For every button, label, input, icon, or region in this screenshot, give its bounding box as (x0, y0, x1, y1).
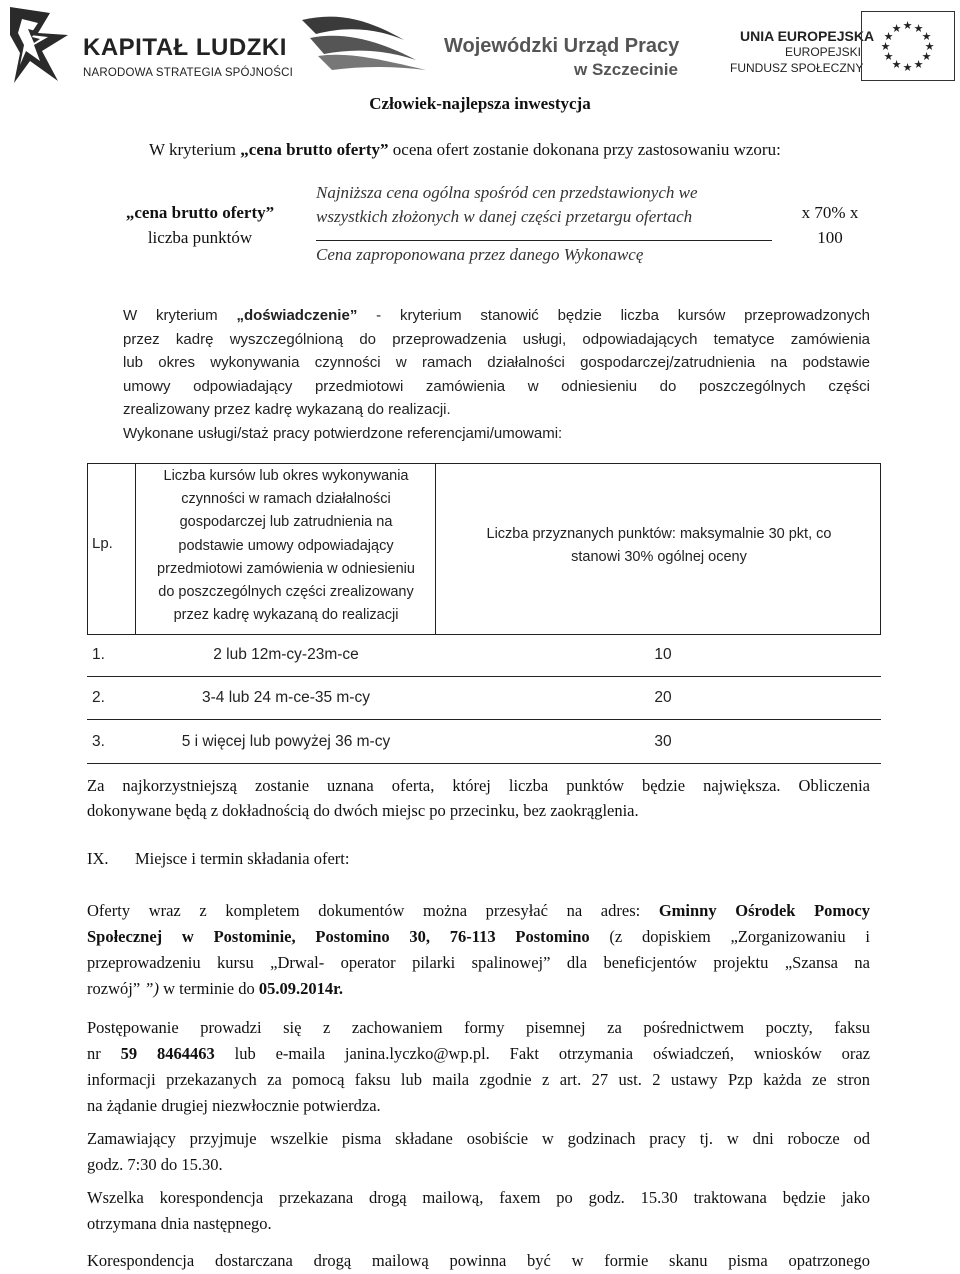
table-row-separator (87, 676, 881, 677)
email-note-l1: Korespondencja dostarczana drogą mailową powinna być w formie skanu pisma opatrzonego (87, 1251, 870, 1270)
formula-left-bold: „cena brutto oferty” (125, 203, 275, 222)
offers-l2-bold: Społecznej w Postominie, Postomino 30, 76-113 Postomino (87, 927, 590, 946)
row-lp: 1. (92, 646, 105, 663)
svg-text:★: ★ (902, 19, 913, 32)
hours-l1: Zamawiający przyjmuje wszelkie pisma składane osobiście w godzinach pracy tj. w dni robocze od (87, 1129, 870, 1148)
header-count-line: przez kadrę wykazaną do realizacji (173, 607, 399, 624)
formula-left-sub: liczba punktów (147, 228, 253, 247)
offers-deadline: 05.09.2014r. (258, 979, 344, 998)
procedure-l2-rest: lub e-maila janina.lyczko@wp.pl. Fakt otrzymania oświadczeń, wniosków oraz (214, 1044, 871, 1063)
table-row-separator (87, 763, 881, 764)
section-ix-title: Miejsce i termin składania ofert: (135, 849, 350, 868)
svg-text:★: ★ (913, 22, 924, 35)
hours-paragraph (87, 1126, 870, 1178)
svg-text:★: ★ (913, 58, 924, 71)
header-count (137, 465, 435, 627)
header-count-line: czynności w ramach działalności (181, 491, 391, 508)
formula-numerator (316, 181, 776, 229)
experience-criterion (123, 304, 870, 446)
fax-number: 59 8464463 (120, 1044, 215, 1063)
eu-stars-icon (862, 12, 953, 79)
exp-line5: zrealizowany przez kadrę wykazaną do realizacji. (123, 401, 451, 419)
offers-l1-prefix: Oferty wraz z kompletem dokumentów można przesyłać na adres: (87, 901, 659, 920)
kapital-ludzki-subtitle: NARODOWA STRATEGIA SPÓJNOŚCI (83, 67, 294, 79)
numerator-line2: wszystkich złożonych w danej części przetargu ofertach (316, 207, 693, 226)
offers-l4-mid: w terminie do (158, 979, 259, 998)
exp-line3: lub okres wykonywania czynności w ramach działalności gospodarczej/zatrudnienia na podstawie (123, 354, 870, 372)
best-offer-paragraph (87, 773, 870, 823)
table-row-separator (87, 719, 881, 720)
svg-text:★: ★ (902, 61, 913, 74)
row-range: 3-4 lub 24 m-ce-35 m-cy (202, 689, 370, 706)
row-points: 10 (654, 646, 672, 663)
intro-prefix: W kryterium (149, 140, 241, 159)
kapital-ludzki-logo (8, 5, 74, 85)
offers-l1-bold: Gminny Ośrodek Pomocy (658, 901, 870, 920)
table-divider-1 (135, 463, 136, 634)
procedure-l3: informacji przekazanych za pomocą faksu lub maila zgodnie z art. 27 ust. 2 ustawy Pzp każda ze stron (87, 1070, 870, 1089)
procedure-l2-prefix: nr (87, 1044, 121, 1063)
procedure-l4: na żądanie drugiej niezwłocznie potwierdza. (87, 1096, 381, 1115)
late-l1: Wszelka korespondencja przekazana drogą mailową, faxem po godz. 15.30 traktowana będzie jako (87, 1188, 870, 1207)
header-points-line2: stanowi 30% ogólnej oceny (571, 549, 747, 565)
eu-fund-line2: FUNDUSZ SPOŁECZNY (730, 61, 864, 75)
exp-bold: „doświadczenie” (236, 307, 358, 324)
header-count-line: przedmiotowi zamówienia w odniesieniu (157, 560, 415, 577)
exp-line1-rest: - kryterium stanowić będzie liczba kursów przeprowadzonych (357, 307, 870, 324)
best-offer-line2: dokonywane będą z dokładnością do dwóch miejsc po przecinku, bez zaokrąglenia. (87, 801, 639, 820)
wup-title: Wojewódzki Urząd Pracy (444, 35, 680, 57)
formula-denominator: Cena zaproponowana przez danego Wykonawcę (316, 245, 644, 264)
formula-right (775, 200, 885, 250)
table-divider-2 (435, 463, 436, 634)
svg-text:★: ★ (921, 50, 932, 63)
wup-emblem (296, 10, 436, 72)
offers-l4-ital: ”) (140, 979, 159, 998)
price-criterion-intro (149, 140, 781, 160)
formula-multiplier: x 70% x (801, 203, 859, 222)
header-count-line: Liczba kursów lub okres wykonywania (163, 468, 409, 484)
exp-prefix: W kryterium (123, 307, 237, 324)
late-paragraph (87, 1185, 870, 1237)
procedure-l1: Postępowanie prowadzi się z zachowaniem formy pisemnej za pośrednictwem poczty, faksu (87, 1018, 870, 1037)
wup-swoosh-icon (296, 10, 436, 72)
formula-hundred: 100 (817, 228, 843, 247)
header-count-line: podstawie umowy odpowiadający (178, 537, 394, 554)
offers-l2-rest: (z dopiskiem „Zorganizowaniu i (589, 927, 870, 946)
numerator-line1: Najniższa cena ogólna spośród cen przedstawionych we (316, 183, 698, 202)
email-note-paragraph (87, 1248, 870, 1274)
fraction-line (316, 240, 772, 241)
intro-bold: „cena brutto oferty” (240, 140, 389, 159)
row-points: 20 (654, 689, 672, 706)
svg-text:★: ★ (921, 30, 932, 43)
kapital-ludzki-star-icon (8, 5, 74, 85)
svg-text:★: ★ (883, 30, 894, 43)
section-ix-number: IX. (87, 849, 109, 868)
row-range: 5 i więcej lub powyżej 36 m-cy (181, 733, 391, 750)
svg-text:★: ★ (883, 50, 894, 63)
row-points: 30 (654, 733, 672, 750)
header-points-line1: Liczba przyznanych punktów: maksymalnie 30 pkt, co (486, 526, 832, 542)
row-lp: 3. (92, 733, 105, 750)
svg-text:★: ★ (880, 40, 891, 53)
svg-text:★: ★ (924, 40, 935, 53)
late-l2: otrzymana dnia następnego. (87, 1214, 272, 1233)
motto: Człowiek-najlepsza inwestycja (369, 94, 591, 113)
wup-city: w Szczecinie (574, 60, 678, 79)
intro-suffix: ocena ofert zostanie dokonana przy zastosowaniu wzoru: (388, 140, 781, 159)
eu-fund-line1: EUROPEJSKI (785, 45, 862, 59)
best-offer-line1: Za najkorzystniejszą zostanie uznana oferta, której liczba punktów będzie największa. Obliczenia (87, 776, 870, 795)
exp-references-line: Wykonane usługi/staż pracy potwierdzone referencjami/umowami: (123, 424, 563, 442)
offers-l3: przeprowadzeniu kursu „Drwal- operator pilarki spalinowej” dla beneficjentów projektu „Szansa na (87, 953, 870, 972)
kapital-ludzki-title: KAPITAŁ LUDZKI (83, 34, 287, 61)
exp-line2: przez kadrę wyszczególnioną do przeprowadzenia usługi, odpowiadających tematyce zamówienia (123, 330, 870, 348)
header-lp: Lp. (92, 535, 113, 552)
header-count-line: gospodarczej lub zatrudnienia na (179, 514, 393, 531)
row-lp: 2. (92, 689, 105, 706)
eu-flag (861, 11, 955, 81)
header-points (437, 523, 881, 569)
offers-l4-prefix: rozwój” (87, 979, 141, 998)
offers-paragraph (87, 898, 870, 1002)
exp-line4: umowy odpowiadający przedmiotowi zamówienia w odniesieniu do poszczególnych części (123, 377, 870, 395)
row-range: 2 lub 12m-cy-23m-ce (213, 646, 359, 663)
eu-title: UNIA EUROPEJSKA (740, 28, 875, 44)
procedure-paragraph (87, 1015, 870, 1119)
header-count-line: do poszczególnych części zrealizowany (158, 584, 414, 601)
hours-l2: godz. 7:30 do 15.30. (87, 1155, 223, 1174)
svg-text:★: ★ (891, 22, 902, 35)
formula-left (100, 200, 300, 250)
svg-text:★: ★ (891, 58, 902, 71)
